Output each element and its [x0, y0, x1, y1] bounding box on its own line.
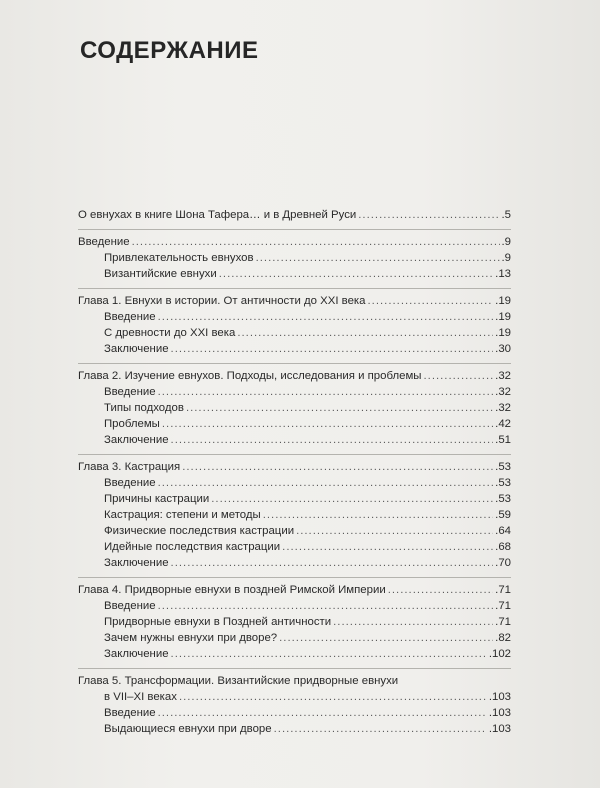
toc-entry-title: Византийские евнухи	[104, 268, 217, 280]
toc-leader-dots	[219, 266, 493, 282]
toc-page-number: .53	[495, 461, 511, 473]
toc-page-number: .42	[495, 418, 511, 430]
toc-page-number: .103	[488, 707, 511, 719]
toc-page-number: .102	[488, 648, 511, 660]
toc-section-entry	[78, 266, 511, 282]
toc-leader-dots	[296, 523, 493, 539]
toc-entry-title: Введение	[104, 707, 156, 719]
toc-leader-dots	[158, 384, 494, 400]
toc-section-entry	[78, 630, 511, 646]
toc-page-number: .32	[495, 402, 511, 414]
toc-page-number: .30	[495, 343, 511, 355]
toc-leader-dots	[274, 721, 487, 737]
toc-entry-title: Заключение	[104, 648, 169, 660]
toc-entry-title: Введение	[78, 236, 130, 248]
toc-page-number: .71	[495, 600, 511, 612]
toc-entry-title: Глава 1. Евнухи в истории. От античности до XXI века	[78, 295, 366, 307]
toc-chapter-block	[78, 207, 511, 223]
toc-page-number: .32	[495, 386, 511, 398]
toc-heading: СОДЕРЖАНИЕ	[80, 37, 259, 64]
toc-entry-title: Выдающиеся евнухи при дворе	[104, 723, 272, 735]
toc-leader-dots	[171, 555, 494, 571]
toc-leader-dots	[186, 400, 493, 416]
toc-entry-title: Физические последствия кастрации	[104, 525, 295, 537]
toc-section-entry	[78, 705, 511, 721]
toc-leader-dots	[333, 614, 493, 630]
toc-entry-title: С древности до XXI века	[104, 327, 236, 339]
toc-page-number: .9	[501, 252, 511, 264]
toc-section-entry	[78, 539, 511, 555]
toc-page-number: .5	[501, 209, 511, 221]
toc-page-number: .71	[495, 616, 511, 628]
toc-leader-dots	[237, 325, 493, 341]
toc-entry-title: Введение	[104, 600, 156, 612]
toc-section-entry	[78, 475, 511, 491]
toc-entry-title: Зачем нужны евнухи при дворе?	[104, 632, 278, 644]
toc-entry-title: Проблемы	[104, 418, 160, 430]
toc-chapter-entry	[78, 582, 511, 598]
toc-chapter-entry	[78, 207, 511, 223]
toc-section-entry	[78, 614, 511, 630]
toc-leader-dots	[158, 475, 494, 491]
toc-chapter-entry	[78, 293, 511, 309]
toc-page-number: .32	[495, 370, 511, 382]
toc-section-entry	[78, 555, 511, 571]
toc-leader-dots	[423, 368, 493, 384]
toc-page-number: .13	[495, 268, 511, 280]
toc-page-number: .82	[495, 632, 511, 644]
toc-page-number: .19	[495, 327, 511, 339]
toc-entry-title: Идейные последствия кастрации	[104, 541, 281, 553]
toc-chapter-block	[78, 288, 511, 357]
toc-section-entry	[78, 384, 511, 400]
toc-leader-dots	[388, 582, 493, 598]
toc-section-entry	[78, 250, 511, 266]
toc-leader-dots	[162, 416, 493, 432]
toc-page-number: .103	[488, 691, 511, 703]
toc-leader-dots	[158, 705, 487, 721]
toc-leader-dots	[171, 432, 494, 448]
toc-page-number: .103	[488, 723, 511, 735]
toc-chapter-block	[78, 577, 511, 662]
toc-page-number: .53	[495, 477, 511, 489]
toc-chapter-block	[78, 229, 511, 282]
toc-page-number: .53	[495, 493, 511, 505]
toc-leader-dots	[368, 293, 494, 309]
toc-entry-title: Введение	[104, 386, 156, 398]
toc-leader-dots	[182, 459, 493, 475]
toc-entry-title: Глава 4. Придворные евнухи в поздней Римской Империи	[78, 584, 386, 596]
toc-section-entry	[78, 432, 511, 448]
toc-section-entry	[78, 721, 511, 737]
toc-page-number: .19	[495, 311, 511, 323]
toc-entry-title: Введение	[104, 477, 156, 489]
toc-entry-title: Глава 2. Изучение евнухов. Подходы, исследования и проблемы	[78, 370, 422, 382]
toc-leader-dots	[263, 507, 493, 523]
toc-section-entry	[78, 341, 511, 357]
toc-page-number: .19	[495, 295, 511, 307]
toc-section-entry	[78, 416, 511, 432]
toc-entry-title: Типы подходов	[104, 402, 184, 414]
toc-section-entry	[78, 646, 511, 662]
toc-section-entry	[78, 309, 511, 325]
toc-section-entry	[78, 689, 511, 705]
toc-section-entry	[78, 491, 511, 507]
toc-section-entry	[78, 507, 511, 523]
toc-leader-dots	[132, 234, 500, 250]
toc-leader-dots	[256, 250, 500, 266]
toc-section-entry	[78, 598, 511, 614]
toc-chapter-entry	[78, 368, 511, 384]
toc-entry-title: Придворные евнухи в Поздней античности	[104, 616, 332, 628]
toc-chapter-entry	[78, 234, 511, 250]
toc-leader-dots	[179, 689, 487, 705]
toc-leader-dots	[282, 539, 493, 555]
toc-entry-title: Введение	[104, 311, 156, 323]
toc-entry-title: Глава 5. Трансформации. Византийские придворные евнухи	[78, 675, 399, 687]
toc-leader-dots	[171, 341, 494, 357]
toc-entry-title: О евнухах в книге Шона Тафера… и в Древней Руси	[78, 209, 357, 221]
toc-page-number: .68	[495, 541, 511, 553]
table-of-contents	[78, 207, 511, 743]
toc-page-number: .9	[501, 236, 511, 248]
toc-entry-title: Заключение	[104, 343, 169, 355]
toc-page-number: .70	[495, 557, 511, 569]
toc-page-number: .64	[495, 525, 511, 537]
toc-page-number: .51	[495, 434, 511, 446]
toc-entry-title: Заключение	[104, 434, 169, 446]
toc-section-entry	[78, 400, 511, 416]
toc-leader-dots	[358, 207, 499, 223]
toc-chapter-block	[78, 454, 511, 571]
toc-entry-title: Кастрация: степени и методы	[104, 509, 261, 521]
toc-section-entry	[78, 523, 511, 539]
toc-entry-title: в VII–XI веках	[104, 691, 177, 703]
toc-leader-dots	[211, 491, 493, 507]
toc-entry-title: Глава 3. Кастрация	[78, 461, 181, 473]
toc-chapter-block	[78, 668, 511, 737]
toc-chapter-block	[78, 363, 511, 448]
toc-section-entry	[78, 325, 511, 341]
toc-chapter-entry	[78, 673, 511, 689]
toc-leader-dots	[279, 630, 493, 646]
toc-entry-title: Заключение	[104, 557, 169, 569]
toc-leader-dots	[171, 646, 487, 662]
toc-entry-title: Привлекательность евнухов	[104, 252, 254, 264]
toc-page-number: .71	[495, 584, 511, 596]
toc-page-number: .59	[495, 509, 511, 521]
toc-entry-title: Причины кастрации	[104, 493, 210, 505]
toc-chapter-entry	[78, 459, 511, 475]
toc-leader-dots	[158, 598, 494, 614]
toc-leader-dots	[158, 309, 494, 325]
